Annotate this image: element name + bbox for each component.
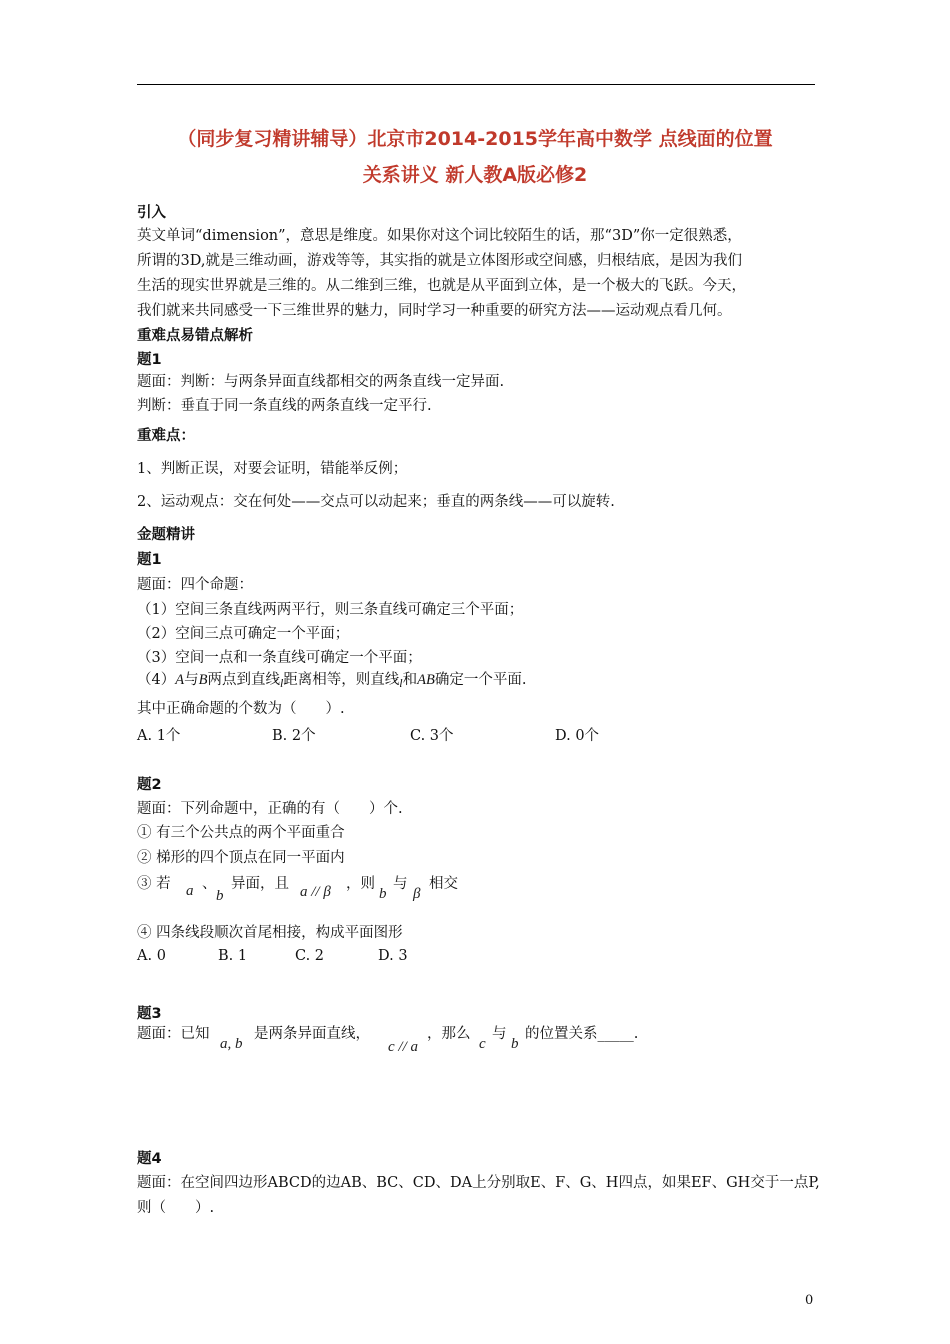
document-title-line-1: （同步复习精讲辅导）北京市2014-2015学年高中数学 点线面的位置	[177, 128, 773, 150]
q1-statement-4: （4）A与B两点到直线$_l$距离相等，则直线$_l$和AB确定一个平面.	[137, 672, 527, 690]
q2-statement-2: ② 梯形的四个顶点在同一平面内	[137, 850, 345, 866]
document-title-line-2: 关系讲义 新人教A版必修2	[362, 164, 588, 186]
q1-ask: 其中正确命题的个数为（ ）.	[137, 701, 345, 717]
q3-label: 题3	[137, 1006, 162, 1022]
q2-math-beta: β	[413, 886, 421, 902]
key-point-2: 2、运动观点：交在何处——交点可以动起来；垂直的两条线——可以旋转.	[137, 494, 615, 510]
key-section-heading: 重难点易错点解析	[137, 328, 253, 344]
q2-statement-3-text-d: ，则	[346, 876, 375, 892]
q4-line-2: 则（ ）.	[137, 1200, 215, 1216]
q3-text-b: 是两条异面直线，	[254, 1026, 370, 1042]
page-number: 0	[805, 1293, 814, 1308]
intro-heading: 引入	[137, 205, 166, 221]
intro-line-2: 所谓的3D,就是三维动画，游戏等等，其实指的就是立体图形或空间感，归根结底，是因为我们	[137, 253, 742, 269]
q1-statement-2: （2）空间三点可确定一个平面；	[137, 626, 350, 642]
q2-statement-4: ④ 四条线段顺次首尾相接，构成平面图形	[137, 925, 403, 941]
q3-text-d: 与	[492, 1026, 507, 1042]
q2-statement-3-text-f: 相交	[429, 876, 458, 892]
q1-label: 题1	[137, 552, 162, 568]
key-point-1: 1、判断正误，对要会证明，错能举反例；	[137, 461, 408, 477]
q1-statement-1: （1）空间三条直线两两平行，则三条直线可确定三个平面；	[137, 602, 524, 618]
q2-math-relation: a // β	[300, 884, 331, 900]
q3-math-b: b	[511, 1036, 519, 1052]
q2-math-b2: b	[379, 886, 387, 902]
header-rule	[137, 84, 815, 85]
q2-stem: 题面：下列命题中，正确的有（ ）个.	[137, 801, 403, 817]
key-question-line-2: 判断：垂直于同一条直线的两条直线一定平行.	[137, 398, 432, 414]
q2-option-b: B. 1	[218, 948, 248, 964]
q2-option-c: C. 2	[295, 948, 325, 964]
key-question-line-1: 题面：判断：与两条异面直线都相交的两条直线一定异面.	[137, 374, 505, 390]
q1-option-a: A. 1个	[137, 728, 181, 744]
q3-text-a: 题面：已知	[137, 1026, 210, 1042]
q2-statement-1: ① 有三个公共点的两个平面重合	[137, 825, 345, 841]
q3-math-c: c	[479, 1036, 486, 1052]
q3-text-e: 的位置关系_____.	[525, 1026, 639, 1042]
q3-math-ca: c // a	[388, 1039, 418, 1055]
q3-math-ab: a, b	[220, 1036, 243, 1052]
q4-label: 题4	[137, 1151, 162, 1167]
q1-option-c: C. 3个	[410, 728, 454, 744]
q2-label: 题2	[137, 777, 162, 793]
q2-math-a: a	[186, 883, 194, 899]
q3-text-c: ，那么	[427, 1026, 471, 1042]
q1-option-b: B. 2个	[272, 728, 316, 744]
key-points-heading: 重难点：	[137, 428, 195, 444]
key-question-label: 题1	[137, 352, 162, 368]
q2-statement-3-text-b: 、	[202, 876, 217, 892]
golden-heading: 金题精讲	[137, 527, 195, 543]
q2-option-a: A. 0	[137, 948, 166, 964]
intro-line-3: 生活的现实世界就是三维的。从二维到三维，也就是从平面到立体，是一个极大的飞跃。今天，	[137, 278, 746, 294]
q2-option-d: D. 3	[378, 948, 408, 964]
q2-statement-3-text-e: 与	[393, 876, 408, 892]
q4-line-1: 题面：在空间四边形ABCD的边AB、BC、CD、DA上分别取E、F、G、H四点，如果EF、GH交于一点P,	[137, 1175, 820, 1191]
intro-line-1: 英文单词“dimension”，意思是维度。如果你对这个词比较陌生的话，那“3D”你一定很熟悉，	[137, 228, 742, 244]
intro-line-4: 我们就来共同感受一下三维世界的魅力，同时学习一种重要的研究方法——运动观点看几何。	[137, 303, 732, 319]
q1-stem: 题面：四个命题：	[137, 577, 253, 593]
q1-option-d: D. 0个	[555, 728, 600, 744]
q2-statement-3-text-c: 异面，且	[231, 876, 289, 892]
q2-math-b: b	[216, 888, 224, 904]
q2-statement-3-text-a: ③ 若	[137, 876, 171, 892]
q1-statement-3: （3）空间一点和一条直线可确定一个平面；	[137, 650, 422, 666]
